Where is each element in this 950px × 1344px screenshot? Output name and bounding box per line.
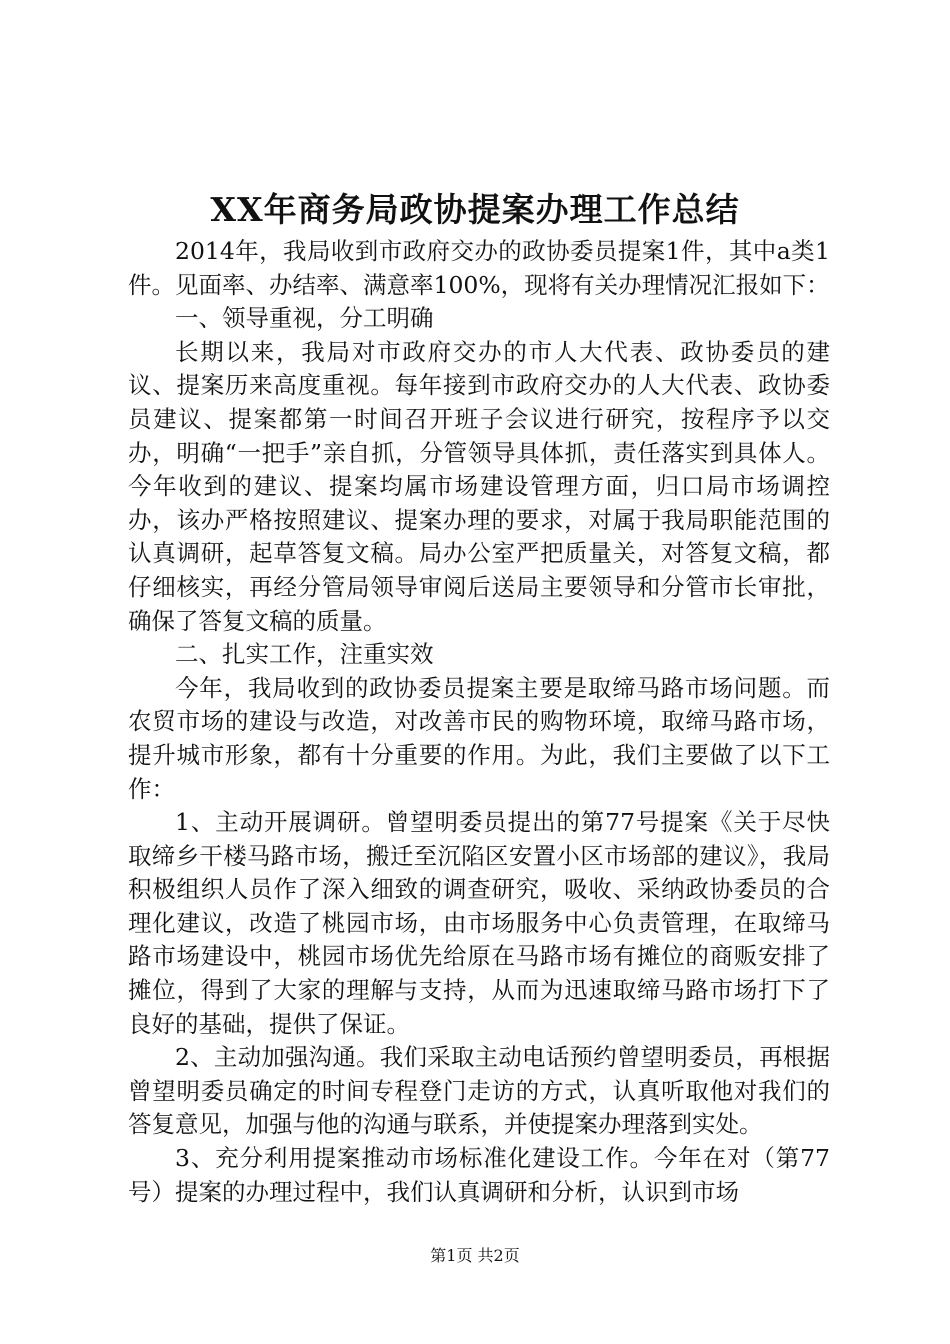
paragraph-intro: 2014年，我局收到市政府交办的政协委员提案1件，其中a类1件。见面率、办结率、满意率100%，现将有关办理情况汇报如下： xyxy=(128,237,830,299)
page-number: 第1页 共2页 xyxy=(430,1246,520,1265)
paragraph-leadership: 长期以来，我局对市政府交办的市人大代表、政协委员的建议、提案历来高度重视。每年接到市政府交办的人大代表、政协委员建议、提案都第一时间召开班子会议进行研究，按程序予以交办，明确“一把手”亲自抓，分管领导具体抓，责任落实到具体人。今年收到的建议、提案均属市场建设管理方面，归口局市场调控办，该办严格按照建议、提案办理的要求，对属于我局职能范围的认真调研，起草答复文稿。局办公室严把质量关，对答复文稿，都仔细核实，再经分管局领导审阅后送局主要领导和分管市长审批，确保了答复文稿的质量。 xyxy=(128,337,830,635)
paragraph-work-overview: 今年，我局收到的政协委员提案主要是取缔马路市场问题。而农贸市场的建设与改造，对改善市民的购物环境，取缔马路市场，提升城市形象，都有十分重要的作用。为此，我们主要做了以下工作： xyxy=(128,673,830,803)
paragraph-item-3: 3、充分利用提案推动市场标准化建设工作。今年在对（第77号）提案的办理过程中，我们认真调研和分析，认识到市场 xyxy=(128,1144,830,1206)
section-heading-1: 一、领导重视，分工明确 xyxy=(175,304,434,333)
paragraph-item-2: 2、主动加强沟通。我们采取主动电话预约曾望明委员，再根据曾望明委员确定的时间专程登门走访的方式，认真听取他对我们的答复意见，加强与他的沟通与联系，并使提案办理落到实处。 xyxy=(128,1043,830,1139)
document-title: XX年商务局政协提案办理工作总结 xyxy=(210,190,740,229)
paragraph-item-1: 1、主动开展调研。曾望明委员提出的第77号提案《关于尽快取缔乡干楼马路市场，搬迁至沉陷区安置小区市场部的建议》，我局积极组织人员作了深入细致的调查研究，吸收、采纳政协委员的合理化建议，改造了桃园市场，由市场服务中心负责管理，在取缔马路市场建设中，桃园市场优先给原在马路市场有摊位的商贩安排了摊位，得到了大家的理解与支持，从而为迅速取缔马路市场打下了良好的基础，提供了保证。 xyxy=(128,808,830,1038)
section-heading-2: 二、扎实工作，注重实效 xyxy=(175,640,434,669)
document-body xyxy=(128,235,830,1209)
